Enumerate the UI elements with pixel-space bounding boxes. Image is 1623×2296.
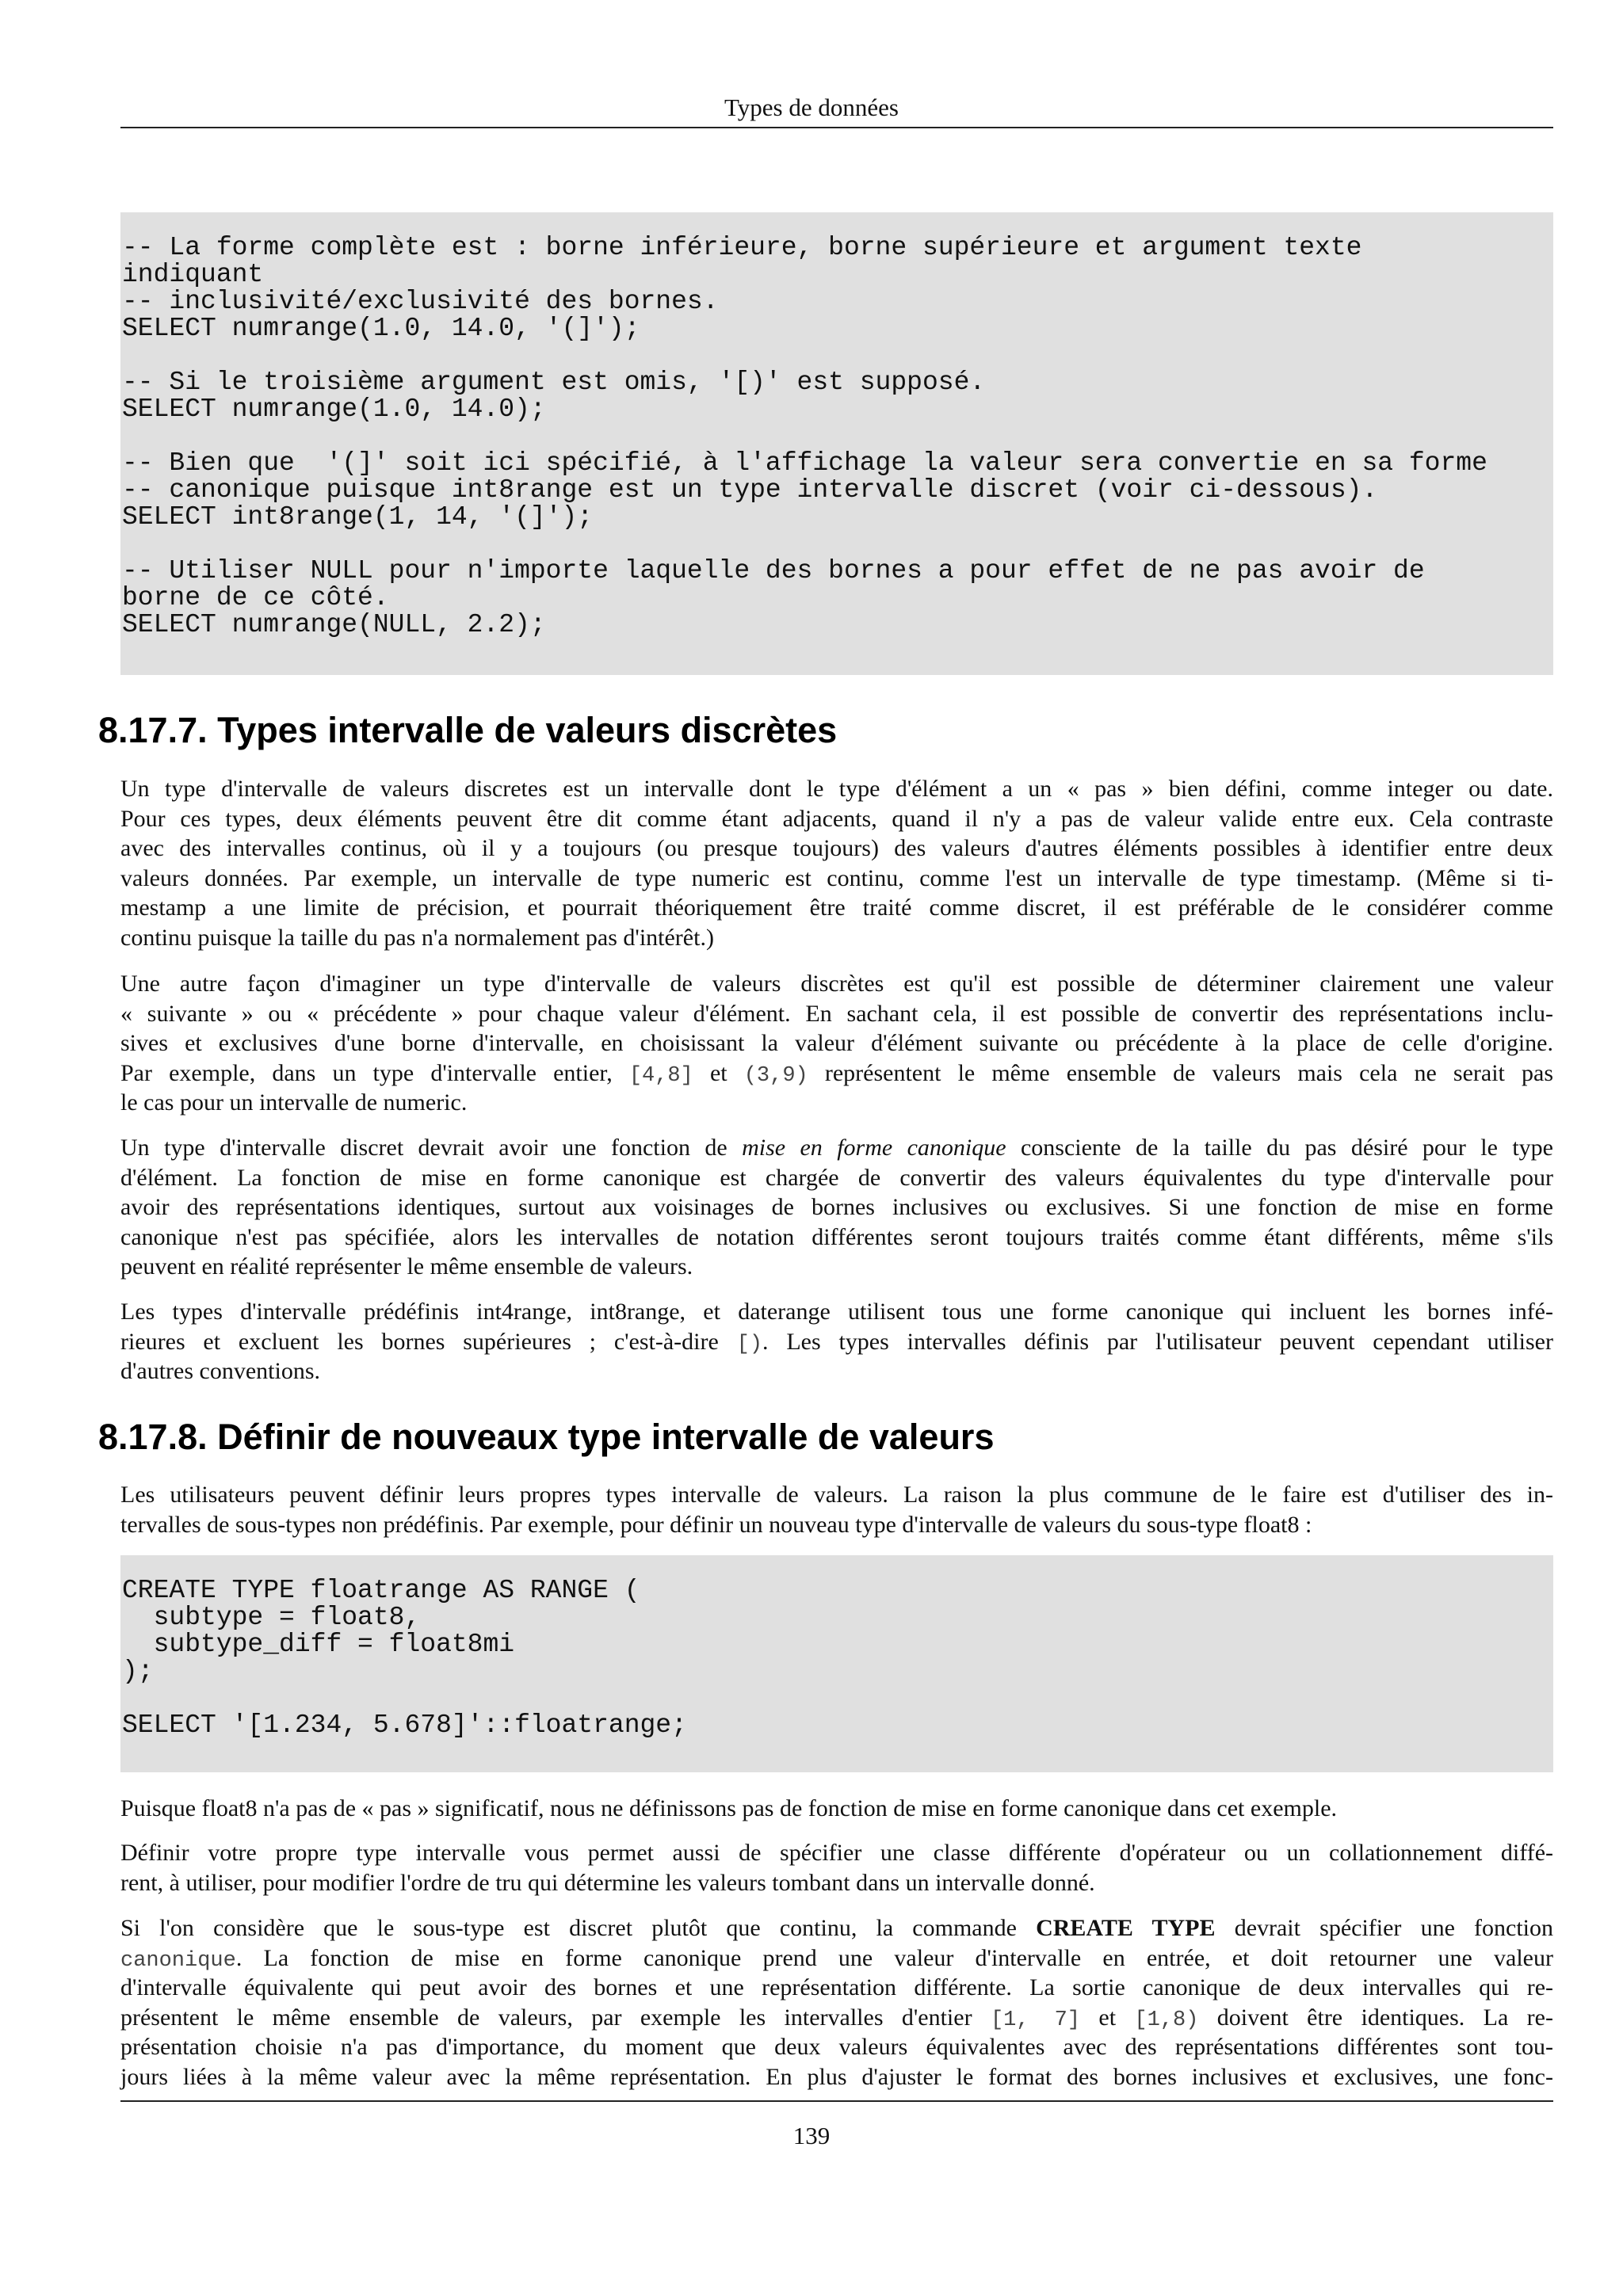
code-line: subtype = float8, xyxy=(122,1603,421,1632)
code-line: SELECT numrange(NULL, 2.2); xyxy=(122,610,546,639)
paragraph-canonical-create-type: Si l'on considère que le sous-type est discret plutôt que continu, la commande CREATE TYPE devrait spécifier une fonction canonique. La fonction de mise en forme canonique prend une valeur d'intervalle en entrée, et doit retourner une valeur d'intervalle équivalente qui peut avoir des bornes et une représentation différente. La sortie canonique de deux intervalles qui re- présentent le même ensemble de valeurs, par exemple les intervalles d'entier [1, 7] et [1,8) doivent être identiques. La re- présentation choisie n'a pas d'importance, du moment que deux valeurs équivalentes avec des représentations différentes sont tou- jours liées à la même valeur avec la même représentation. En plus d'ajuster le format des bornes inclusives et exclusives, une fonc- xyxy=(120,1915,1554,2090)
code-block-range-constructors xyxy=(120,212,1553,675)
text-line: Les utilisateurs peuvent définir leurs propres types intervalle de valeurs. La raison la plus commune de le faire est d'utiliser des in- xyxy=(120,1482,1553,1508)
paragraph-operator-class xyxy=(120,1838,1553,1897)
text-line: valeurs données. Par exemple, un intervalle de type numeric est continu, comme l'est un intervalle de type timestamp. (Même si ti- xyxy=(120,864,1553,891)
text-line: continu puisque la taille du pas n'a normalement pas d'intérêt.) xyxy=(120,924,714,951)
text-line: rent, à utiliser, pour modifier l'ordre de tru qui détermine les valeurs tombant dans un intervalle donné. xyxy=(120,1869,1095,1896)
text-line: Un type d'intervalle de valeurs discretes est un intervalle dont le type d'élément a un « pas » bien défini, comme integer ou date. xyxy=(120,776,1553,802)
code-line: -- La forme complète est : borne inférieure, borne supérieure et argument texte xyxy=(122,233,1362,262)
text-line: Définir votre propre type intervalle vous permet aussi de spécifier une classe différente d'opérateur ou un collationnement diffé- xyxy=(120,1840,1553,1866)
footer-rule xyxy=(120,2100,1553,2102)
paragraph-builtin-range-types: Les types d'intervalle prédéfinis int4range, int8range, et daterange utilisent tous une forme canonique qui incluent les bornes infé- rieures et excluent les bornes supérieures ; c'est-à-dire [). Les types intervalles définis par l'utilisateur peuvent cependant utiliser d'autres conventions. xyxy=(120,1299,1553,1384)
inline-code-range-3-9: (3,9) xyxy=(743,1063,808,1088)
code-line: SELECT '[1.234, 5.678]'::floatrange; xyxy=(122,1711,687,1740)
code-line: ); xyxy=(122,1657,154,1686)
code-line xyxy=(122,342,1553,369)
paragraph-user-defined-ranges xyxy=(120,1480,1553,1539)
paragraph-discrete-definition xyxy=(120,774,1553,952)
section-heading-define-ranges: 8.17.8. Définir de nouveaux type intervalle de valeurs xyxy=(98,1417,995,1457)
code-line: -- Utiliser NULL pour n'importe laquelle des bornes a pour effet de ne pas avoir de xyxy=(122,556,1425,585)
code-line: -- inclusivité/exclusivité des bornes. xyxy=(122,287,719,316)
running-header: Types de données xyxy=(724,93,899,121)
emphasis-canonical-form: mise en forme canonique xyxy=(742,1135,1006,1161)
inline-code-range-4-8: [4,8] xyxy=(628,1063,693,1088)
code-line: borne de ce côté. xyxy=(122,583,389,612)
code-line: -- Si le troisième argument est omis, '[)' est supposé. xyxy=(122,368,986,397)
inline-code-range-1-8: [1,8) xyxy=(1134,2008,1199,2032)
code-line: SELECT numrange(1.0, 14.0, '(]'); xyxy=(122,314,640,343)
code-line: SELECT numrange(1.0, 14.0); xyxy=(122,395,546,424)
inline-code-range-1-7: [1, 7] xyxy=(990,2008,1081,2032)
text-line: avec des intervalles continus, où il y a toujours (ou presque toujours) des valeurs d'autres éléments possibles à identifier entre deux xyxy=(120,835,1553,861)
text-line: Pour ces types, deux éléments peuvent être dit comme étant adjacents, quand il n'y a pas de valeur valide entre eux. Cela contraste xyxy=(120,805,1553,832)
paragraph-canonical-function: Un type d'intervalle discret devrait avoir une fonction de mise en forme canonique consciente de la taille du pas désiré pour le type d'élément. La fonction de mise en forme canonique est chargée de convertir des valeurs équivalentes du type d'intervalle pour avoir des représentations identiques, surtout aux voisinages de bornes inclusives ou exclusives. Si une fonction de mise en forme canonique n'est pas spécifiée, alors les intervalles de notation différentes seront toujours traités comme étant différents, même s'ils peuvent en réalité représenter le même ensemble de valeurs. xyxy=(120,1135,1553,1280)
paragraph-float8-no-step: Puisque float8 n'a pas de « pas » significatif, nous ne définissons pas de fonction de mise en forme canonique dans cet exemple. xyxy=(120,1795,1338,1821)
inline-code-half-open: [) xyxy=(736,1332,763,1356)
keyword-create-type: CREATE TYPE xyxy=(1036,1915,1216,1941)
paragraph-next-previous: Une autre façon d'imaginer un type d'intervalle de valeurs discrètes est qu'il est possible de déterminer clairement une valeur « suivante » ou « précédente » pour chaque valeur d'élément. En sachant cela, il est possible de convertir des représentations inclu- sives et exclusives d'une borne d'intervalle, en choisissant la valeur d'élément suivante ou précédente à la place de celle d'origine. Par exemple, dans un type d'intervalle entier, [4,8] et (3,9) représentent le même ensemble de valeurs mais cela ne serait pas le cas pour un intervalle de numeric. xyxy=(120,971,1553,1116)
code-line: indiquant xyxy=(122,260,264,289)
code-line: SELECT int8range(1, 14, '(]'); xyxy=(122,502,594,532)
code-line xyxy=(122,423,1553,450)
code-line: CREATE TYPE floatrange AS RANGE ( xyxy=(122,1576,640,1605)
code-line: -- Bien que '(]' soit ici spécifié, à l'affichage la valeur sera convertie en sa forme xyxy=(122,448,1487,478)
text-line: tervalles de sous-types non prédéfinis. Par exemple, pour définir un nouveau type d'intervalle de valeurs du sous-type float8 : xyxy=(120,1511,1312,1538)
code-line: subtype_diff = float8mi xyxy=(122,1630,515,1659)
page-number: 139 xyxy=(792,2122,831,2149)
code-line xyxy=(122,531,1553,558)
section-heading-discrete-ranges: 8.17.7. Types intervalle de valeurs discrètes xyxy=(98,710,838,750)
inline-code-canonique: canonique xyxy=(120,1948,236,1973)
code-line: -- canonique puisque int8range est un type intervalle discret (voir ci-dessous). xyxy=(122,475,1378,505)
code-block-create-type xyxy=(120,1555,1553,1772)
text-line: mestamp a une limite de précision, et pourrait théoriquement être traité comme discret, il est préférable de le considérer comme xyxy=(120,894,1553,921)
header-rule xyxy=(120,127,1553,128)
code-line xyxy=(122,1685,1553,1712)
